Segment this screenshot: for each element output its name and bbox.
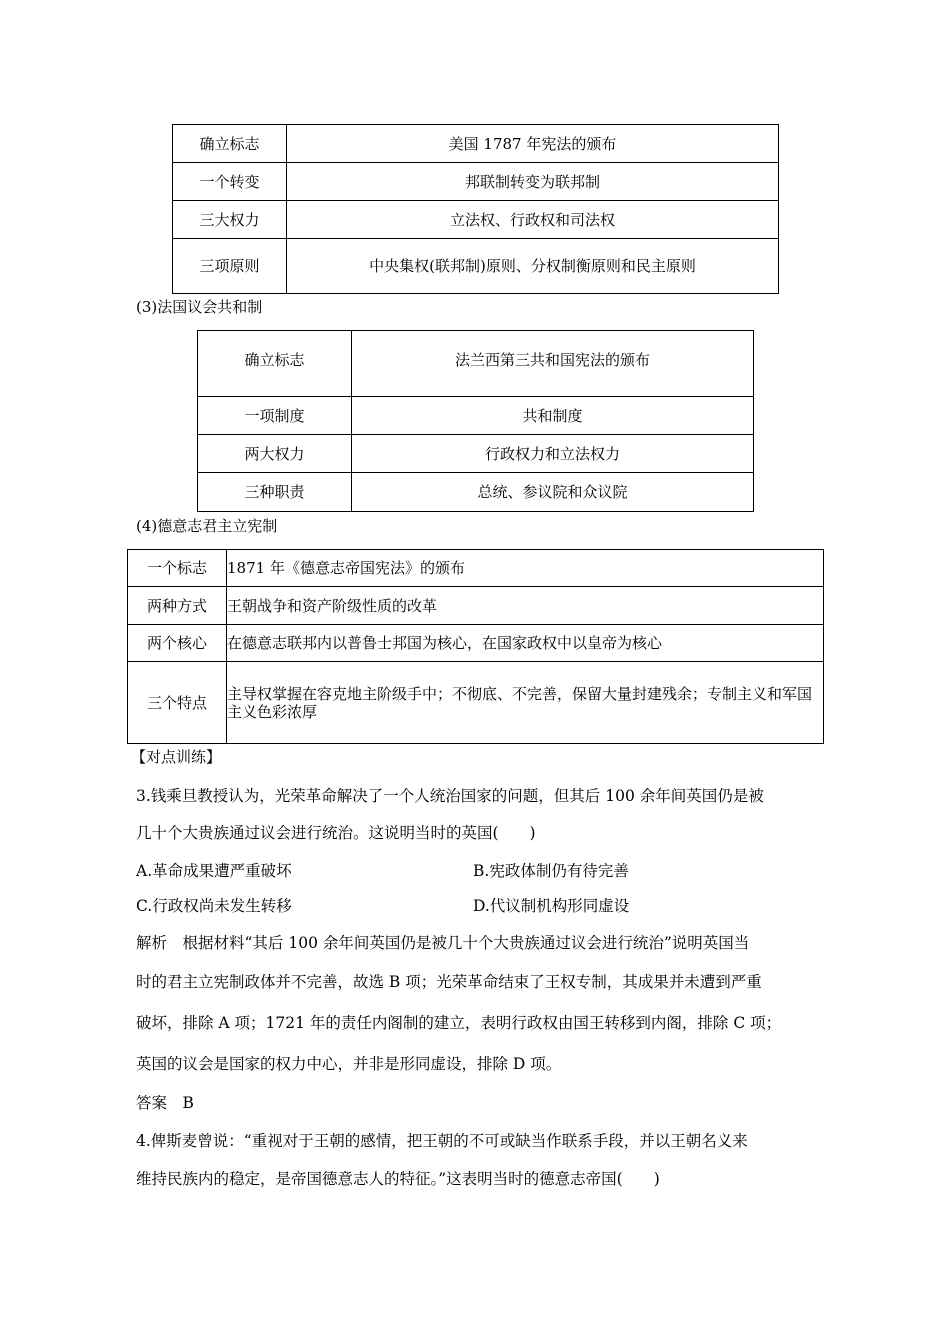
table-row xyxy=(173,125,779,163)
table-row xyxy=(128,587,824,625)
germany-monarchy-table xyxy=(127,549,824,744)
row-value: 立法权、行政权和司法权 xyxy=(287,201,779,239)
row-label: 一个标志 xyxy=(128,550,227,587)
question-4-line-2: 维持民族内的稳定，是帝国德意志人的特征。”这表明当时的德意志帝国( ) xyxy=(136,1170,660,1188)
option-d: D.代议制机构形同虚设 xyxy=(473,897,630,915)
row-label: 确立标志 xyxy=(198,331,352,397)
option-c: C.行政权尚未发生转移 xyxy=(136,897,292,915)
row-label: 一个转变 xyxy=(173,163,287,201)
row-label: 一项制度 xyxy=(198,397,352,435)
question-3-line-1: 3.钱乘旦教授认为，光荣革命解决了一个人统治国家的问题，但其后 100 余年间英国仍是被 xyxy=(136,787,764,805)
table-row xyxy=(128,625,824,662)
table-row xyxy=(128,550,824,587)
row-label: 三大权力 xyxy=(173,201,287,239)
row-value: 总统、参议院和众议院 xyxy=(352,473,754,512)
row-value: 主导权掌握在容克地主阶级手中；不彻底、不完善，保留大量封建残余；专制主义和军国主义色彩浓厚 xyxy=(227,662,824,744)
row-value: 邦联制转变为联邦制 xyxy=(287,163,779,201)
question-3-line-2: 几十个大贵族通过议会进行统治。这说明当时的英国( ) xyxy=(136,824,536,842)
row-label: 两大权力 xyxy=(198,435,352,473)
row-label: 确立标志 xyxy=(173,125,287,163)
question-4-line-1: 4.俾斯麦曾说：“重视对于王朝的感情，把王朝的不可或缺当作联系手段，并以王朝名义来 xyxy=(136,1132,748,1150)
table-row xyxy=(198,331,754,397)
analysis-line-1: 解析 根据材料“其后 100 余年间英国仍是被几十个大贵族通过议会进行统治”说明英国当 xyxy=(136,934,750,952)
row-value: 在德意志联邦内以普鲁士邦国为核心，在国家政权中以皇帝为核心 xyxy=(227,625,824,662)
row-value: 1871 年《德意志帝国宪法》的颁布 xyxy=(227,550,824,587)
analysis-line-4: 英国的议会是国家的权力中心，并非是形同虚设，排除 D 项。 xyxy=(136,1055,562,1073)
france-republic-table xyxy=(197,330,754,512)
table-row xyxy=(198,397,754,435)
table-row xyxy=(128,662,824,744)
row-value: 共和制度 xyxy=(352,397,754,435)
row-value: 美国 1787 年宪法的颁布 xyxy=(287,125,779,163)
row-label: 三种职责 xyxy=(198,473,352,512)
answer-text: 答案 B xyxy=(136,1094,194,1112)
analysis-line-3: 破坏，排除 A 项；1721 年的责任内阁制的建立，表明行政权由国王转移到内阁，排除 C 项； xyxy=(136,1014,782,1032)
analysis-line-2: 时的君主立宪制政体并不完善，故选 B 项；光荣革命结束了王权专制，其成果并未遭到严重 xyxy=(136,973,762,991)
option-b: B.宪政体制仍有待完善 xyxy=(473,862,629,880)
table-row xyxy=(198,473,754,512)
table-row xyxy=(173,239,779,294)
row-label: 两种方式 xyxy=(128,587,227,625)
us-constitution-table xyxy=(172,124,779,294)
row-label: 三个特点 xyxy=(128,662,227,744)
row-value: 行政权力和立法权力 xyxy=(352,435,754,473)
section-heading-france: (3)法国议会共和制 xyxy=(136,298,263,316)
row-label: 两个核心 xyxy=(128,625,227,662)
section-heading-germany: (4)德意志君主立宪制 xyxy=(136,517,278,535)
table-row xyxy=(173,201,779,239)
table-row xyxy=(198,435,754,473)
row-label: 三项原则 xyxy=(173,239,287,294)
training-heading: 【对点训练】 xyxy=(131,748,222,766)
row-value: 中央集权(联邦制)原则、分权制衡原则和民主原则 xyxy=(287,239,779,294)
table-row xyxy=(173,163,779,201)
option-a: A.革命成果遭严重破坏 xyxy=(136,862,292,880)
row-value: 王朝战争和资产阶级性质的改革 xyxy=(227,587,824,625)
row-value: 法兰西第三共和国宪法的颁布 xyxy=(352,331,754,397)
